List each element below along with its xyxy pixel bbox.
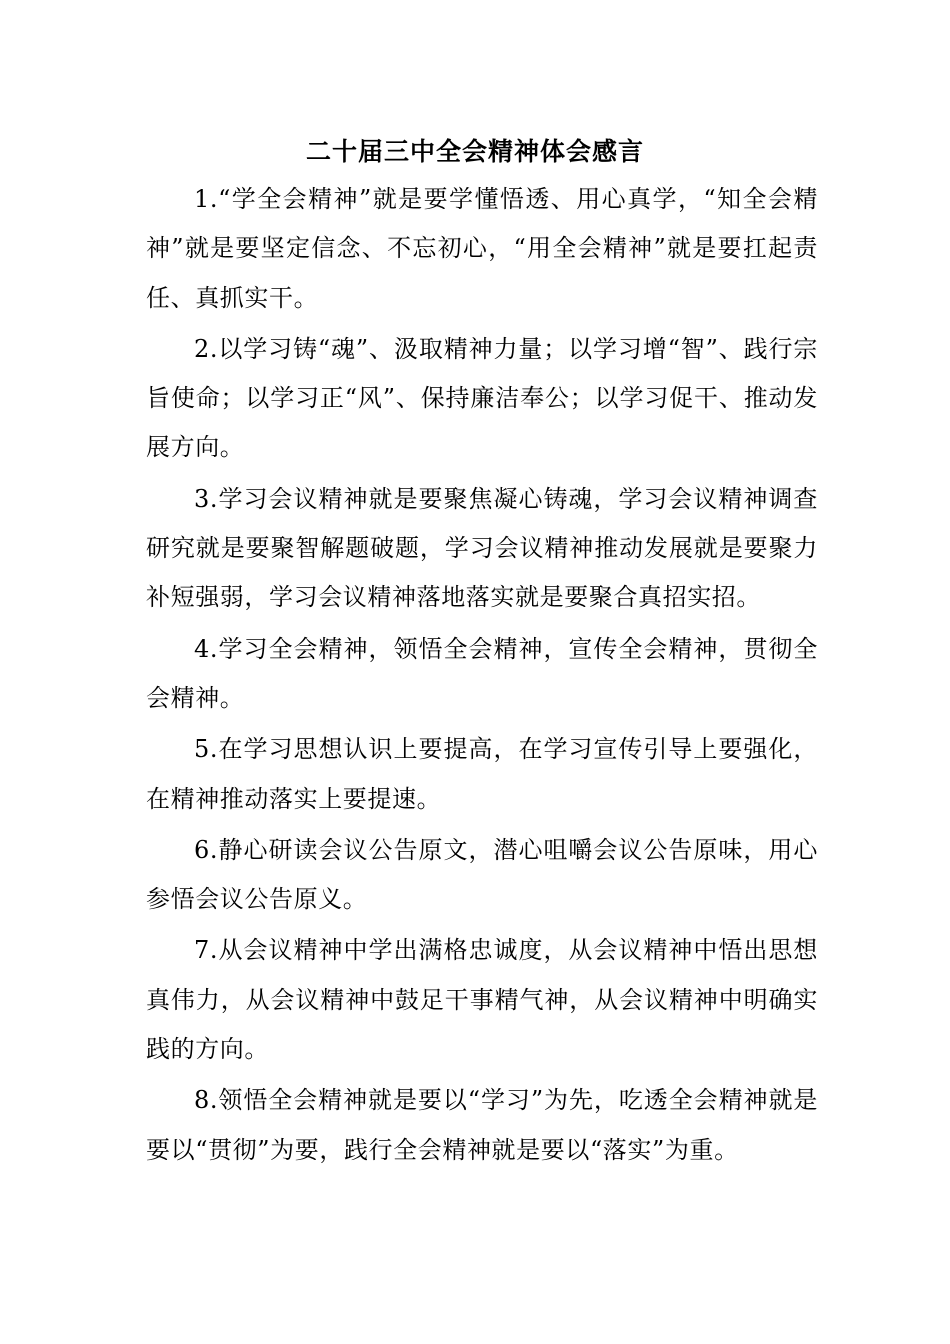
paragraph-2: 2.以学习铸“魂”、汲取精神力量；以学习增“智”、践行宗旨使命；以学习正“风”、保持廉洁奉公；以学习促干、推动发展方向。 [146,334,818,462]
document-title: 二十届三中全会精神体会感言 [305,137,644,166]
document-body [146,175,818,1177]
paragraph-3: 3.学习会议精神就是要聚焦凝心铸魂，学习会议精神调查研究就是要聚智解题破题，学习会议精神推动发展就是要聚力补短强弱，学习会议精神落地落实就是要聚合真招实招。 [146,484,818,612]
paragraph-7: 7.从会议精神中学出满格忠诚度，从会议精神中悟出思想真伟力，从会议精神中鼓足干事精气神，从会议精神中明确实践的方向。 [146,936,818,1064]
paragraph-1: 1.“学全会精神”就是要学懂悟透、用心真学，“知全会精神”就是要坚定信念、不忘初心，“用全会精神”就是要扛起责任、真抓实干。 [146,185,818,312]
paragraph-4: 4.学习全会精神，领悟全会精神，宣传全会精神，贯彻全会精神。 [146,634,818,712]
paragraph-6: 6.静心研读会议公告原文，潜心咀嚼会议公告原味，用心参悟会议公告原义。 [146,835,818,914]
paragraph-8: 8.领悟全会精神就是要以“学习”为先，吃透全会精神就是要以“贯彻”为要，践行全会精神就是要以“落实”为重。 [146,1086,818,1164]
paragraph-5: 5.在学习思想认识上要提高，在学习宣传引导上要强化，在精神推动落实上要提速。 [146,735,818,813]
